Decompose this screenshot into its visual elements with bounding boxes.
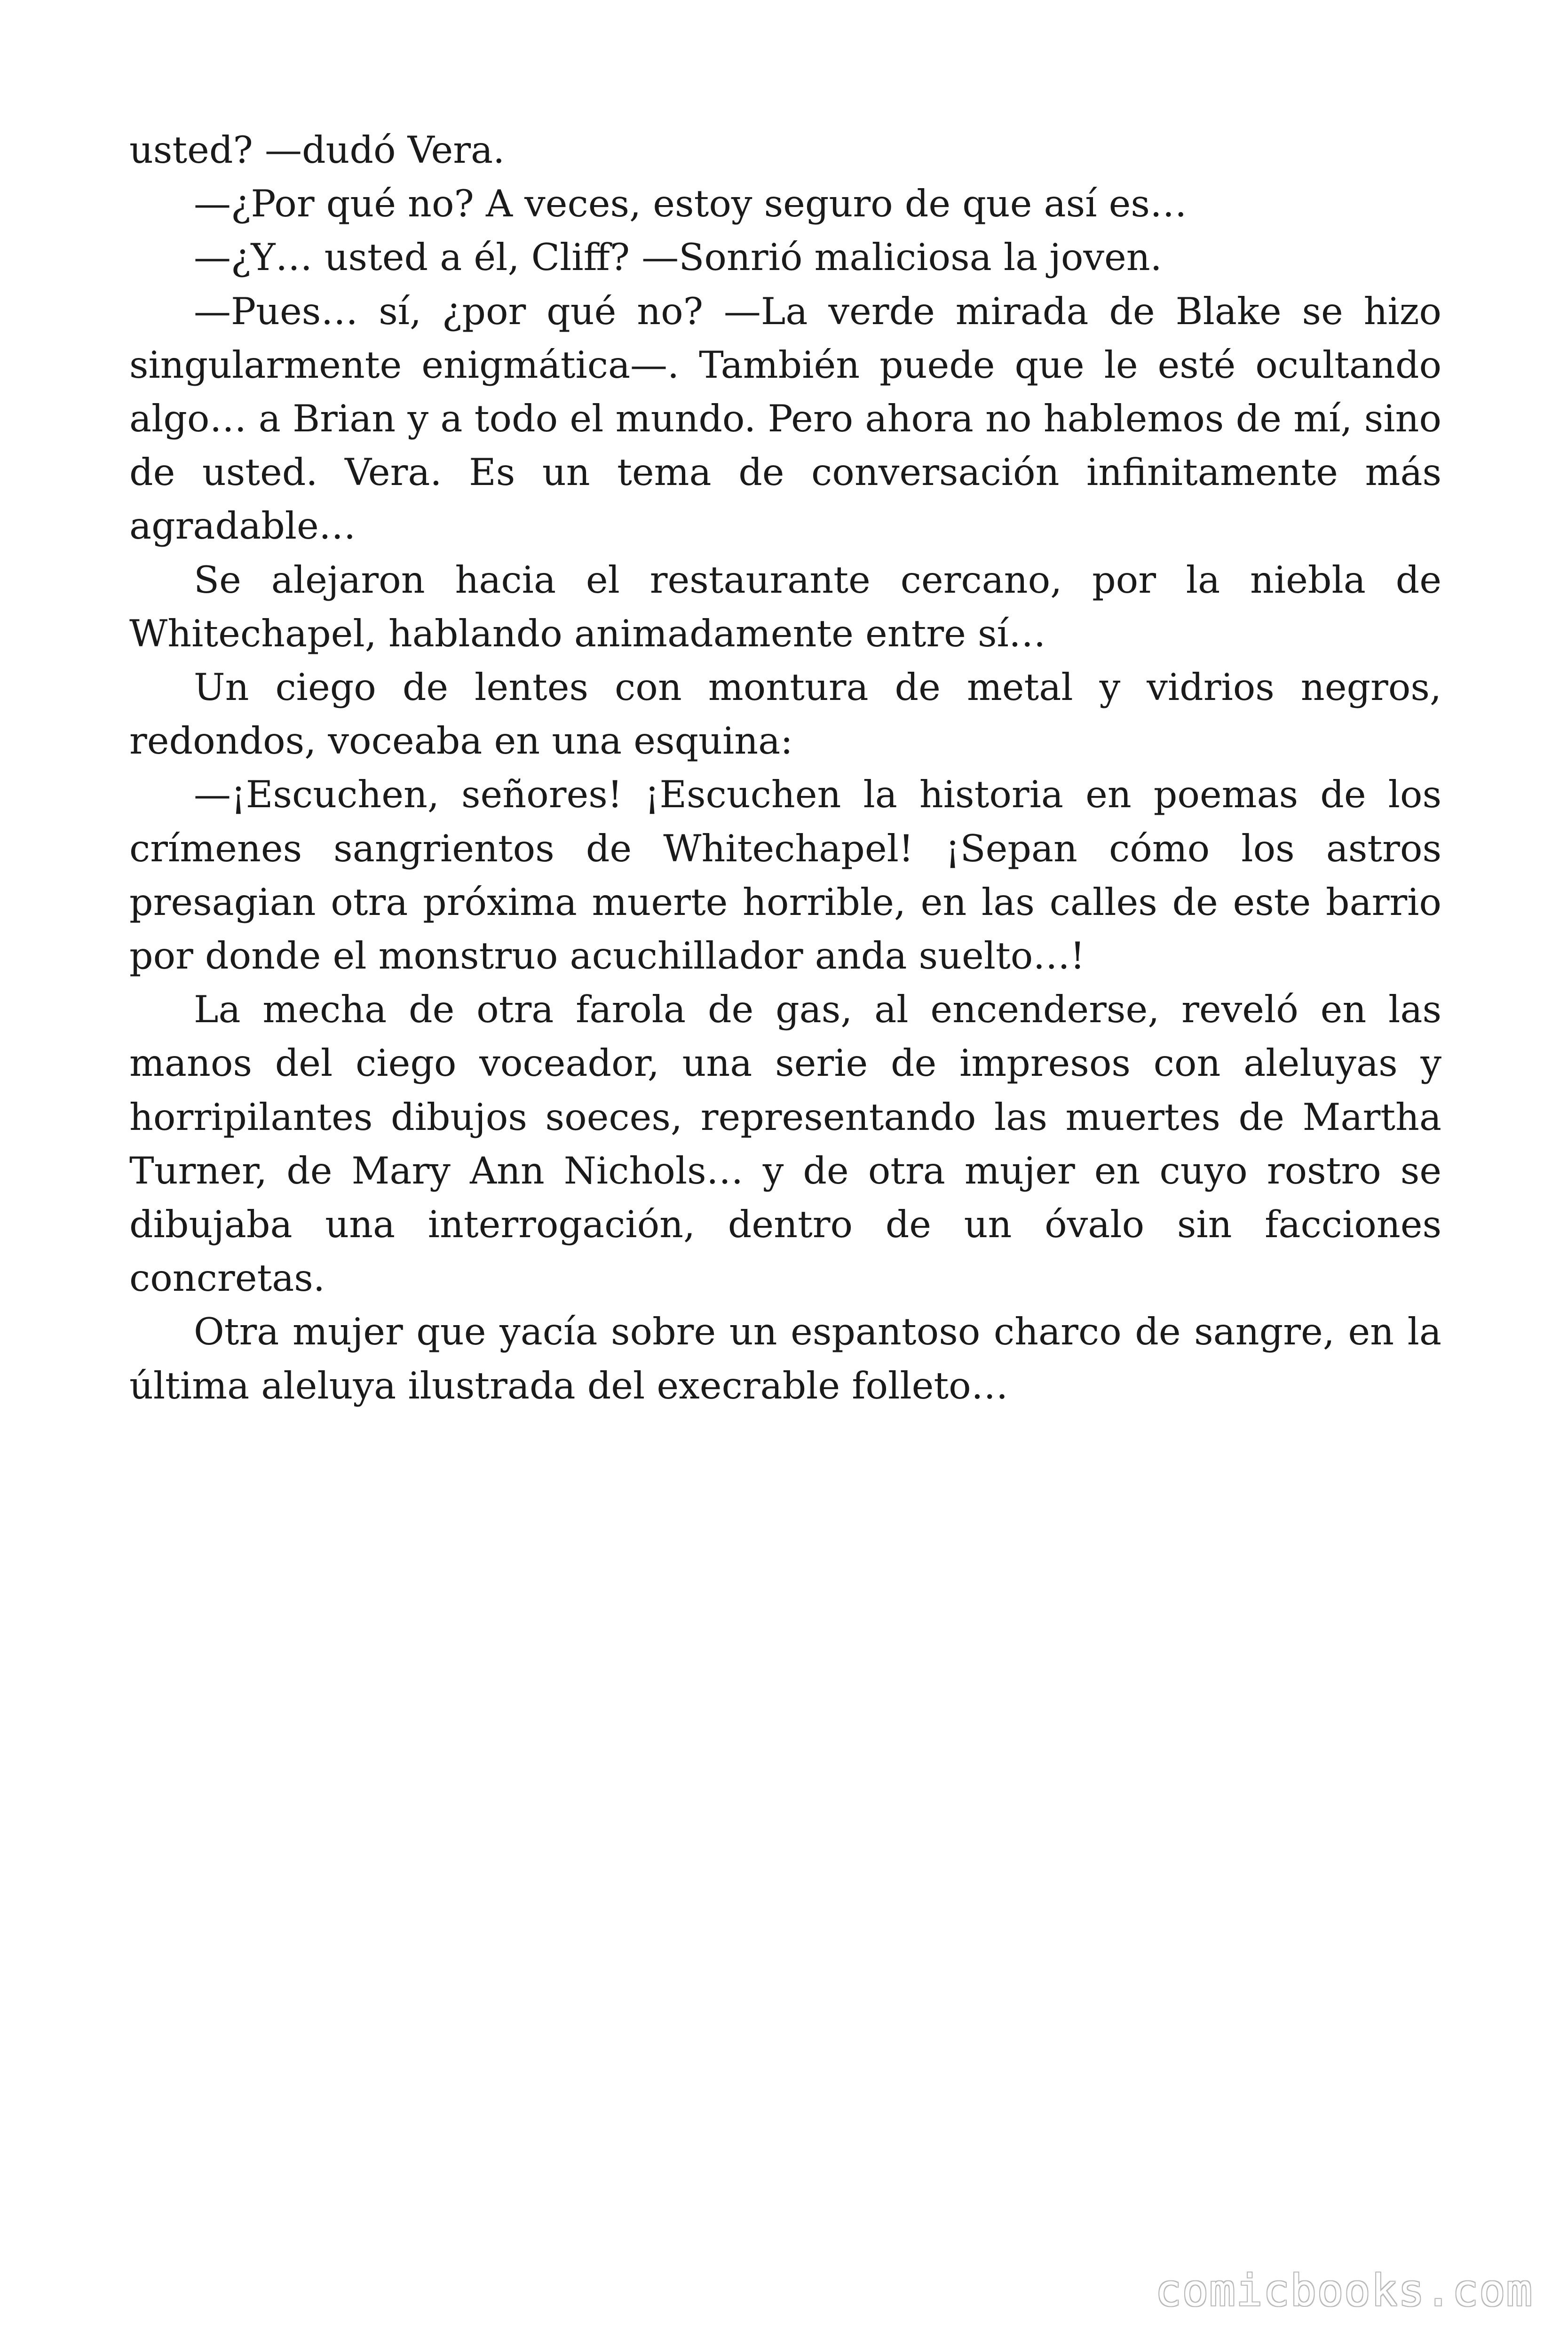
paragraph: —¡Escuchen, señores! ¡Escuchen la historia en poemas de los crímenes sangrientos de Whitechapel! ¡Sepan cómo los astros presagian otra próxima muerte horrible, en las calles de este barrio por donde el monstruo acuchillador anda suelto…! — [129, 773, 1441, 978]
paragraph: —¿Por qué no? A veces, estoy seguro de que así es… — [194, 182, 1187, 226]
paragraph: Un ciego de lentes con montura de metal y vidrios negros, redondos, voceaba en una esquina: — [129, 666, 1441, 763]
body-text — [129, 123, 1441, 1413]
paragraph: La mecha de otra farola de gas, al encenderse, reveló en las manos del ciego voceador, una serie de impresos con aleluyas y horripilantes dibujos soeces, representando las muertes de Martha Turner, de Mary Ann Nichols… y de otra mujer en cuyo rostro se dibujaba una interrogación, dentro de un óvalo sin facciones concretas. — [129, 988, 1441, 1300]
paragraph: Se alejaron hacia el restaurante cercano, por la niebla de Whitechapel, hablando animadamente entre sí… — [129, 558, 1441, 655]
paragraph: Otra mujer que yacía sobre un espantoso charco de sangre, en la última aleluya ilustrada del execrable folleto… — [129, 1310, 1441, 1407]
paragraph: —¿Y… usted a él, Cliff? —Sonrió maliciosa la joven. — [194, 236, 1162, 279]
paragraph: —Pues… sí, ¿por qué no? —La verde mirada de Blake se hizo singularmente enigmática—. También puede que le esté ocultando algo… a Brian y a todo el mundo. Pero ahora no hablemos de mí, sino de usted. Vera. Es un tema de conversación infinitamente más agradable… — [129, 289, 1441, 548]
paragraph: usted? —dudó Vera. — [129, 128, 505, 172]
watermark: comicbooks.com — [1155, 2265, 1533, 2316]
